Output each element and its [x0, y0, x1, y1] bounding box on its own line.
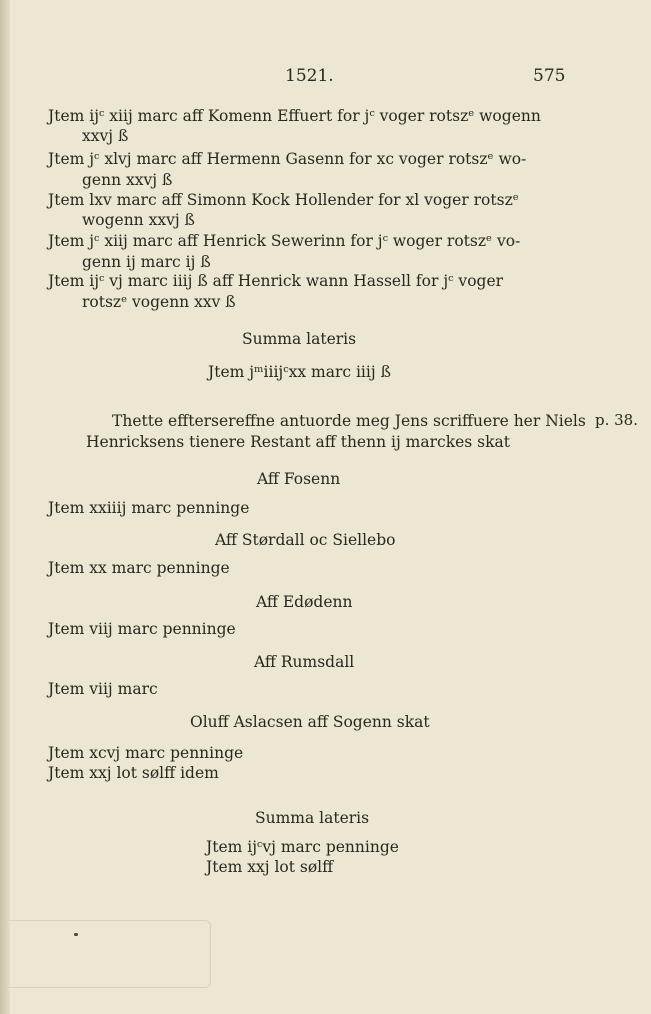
- section-line: Jtem xx marc penninge: [48, 559, 230, 577]
- intro-line: Henricksens tienere Restant aff thenn ij marckes skat: [86, 433, 510, 451]
- bleed-through-mark: [4, 920, 211, 988]
- section-line: Jtem viij marc: [48, 680, 158, 698]
- margin-note: p. 38.: [595, 411, 638, 429]
- entry-line: genn ij marc ij ß: [82, 253, 211, 271]
- section-heading: Aff Fosenn: [257, 470, 341, 488]
- intro-line: Thette efftersereffne antuorde meg Jens scriffuere her Niels: [112, 412, 586, 430]
- ink-spot: [74, 933, 78, 936]
- section-line: Jtem xxj lot sølff idem: [48, 764, 219, 782]
- section-line: Jtem viij marc penninge: [48, 620, 236, 638]
- section-heading: Aff Størdall oc Siellebo: [215, 531, 396, 549]
- entry-line: Jtem ijᶜ xiij marc aff Komenn Effuert for jᶜ voger rotszᵉ wogenn: [48, 107, 541, 125]
- entry-line: Jtem jᶜ xlvj marc aff Hermenn Gasenn for xc voger rotszᵉ wo-: [48, 150, 527, 168]
- summa-heading: Summa lateris: [242, 330, 357, 348]
- page-spine: [0, 0, 10, 1014]
- entry-line: Jtem ijᶜ vj marc iiij ß aff Henrick wann Hassell for jᶜ voger: [48, 272, 504, 290]
- entry-line: Jtem lxv marc aff Simonn Kock Hollender for xl voger rotszᵉ: [48, 191, 519, 209]
- summa-line: Jtem ijᶜvj marc penninge: [206, 838, 399, 856]
- entry-line: wogenn xxvj ß: [82, 211, 195, 229]
- section-heading: Aff Rumsdall: [254, 653, 355, 671]
- summa-line: Jtem xxj lot sølff: [206, 858, 334, 876]
- page-year: 1521.: [285, 66, 334, 86]
- entry-line: Jtem jᶜ xiij marc aff Henrick Sewerinn for jᶜ woger rotszᵉ vo-: [48, 232, 521, 250]
- section-heading: Aff Edødenn: [256, 593, 353, 611]
- section-heading: Oluff Aslacsen aff Sogenn skat: [190, 713, 430, 731]
- summa-heading: Summa lateris: [255, 809, 370, 827]
- entry-line: xxvj ß: [82, 127, 129, 145]
- entry-line: rotszᵉ vogenn xxv ß: [82, 293, 236, 311]
- summa-line: Jtem jᵐiiijᶜxx marc iiij ß: [208, 363, 391, 381]
- page-number: 575: [533, 66, 566, 86]
- section-line: Jtem xxiiij marc penninge: [48, 499, 250, 517]
- entry-line: genn xxvj ß: [82, 171, 173, 189]
- section-line: Jtem xcvj marc penninge: [48, 744, 244, 762]
